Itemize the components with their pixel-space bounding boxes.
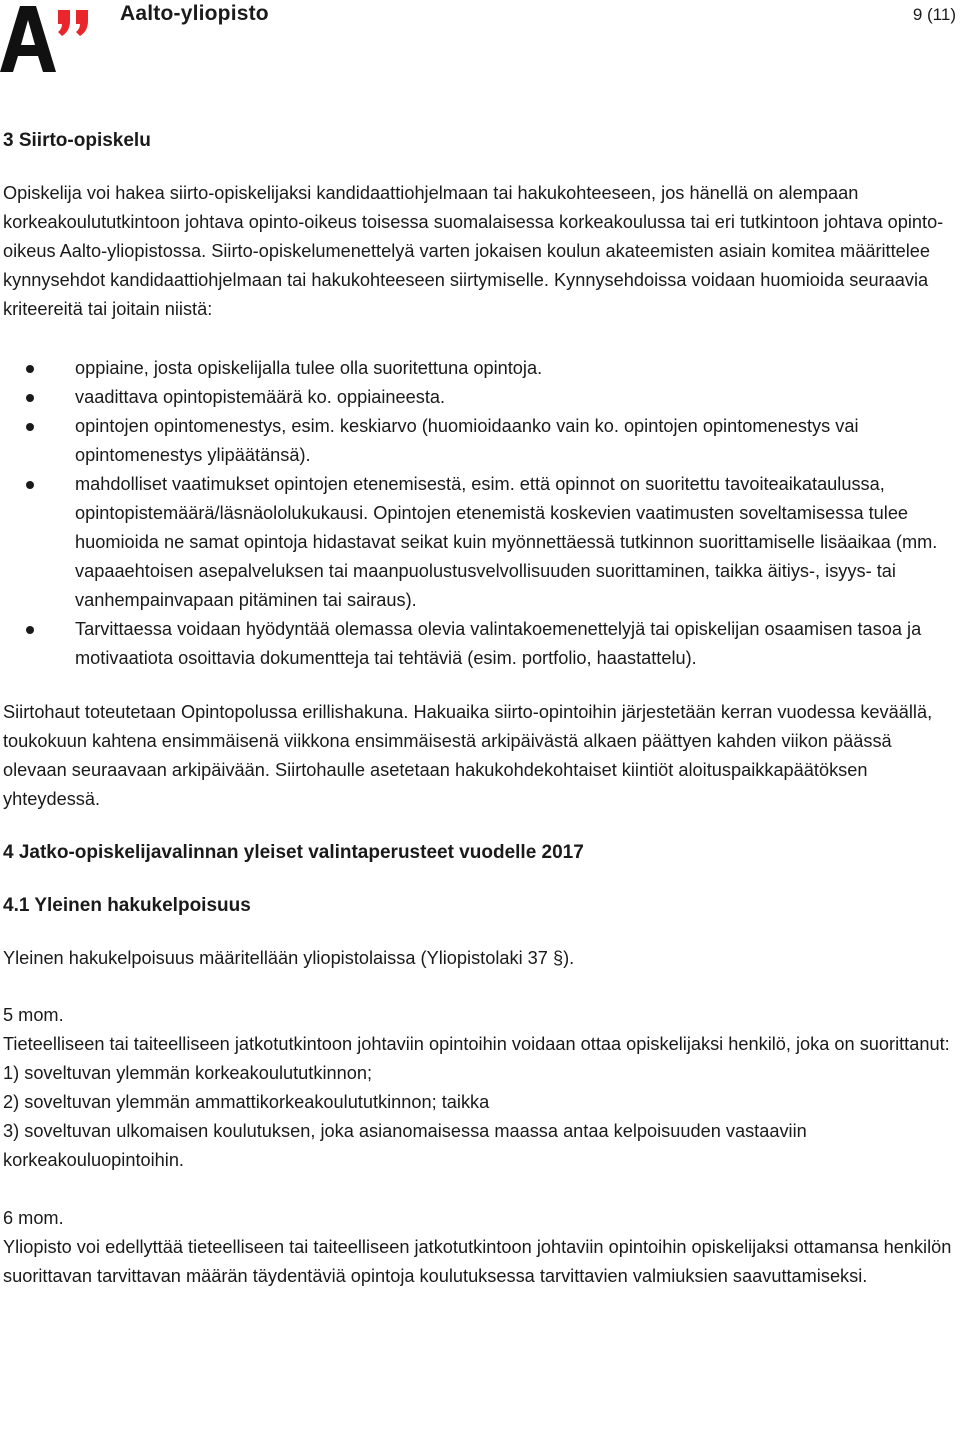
document-body — [3, 126, 955, 1291]
mom5-item-2: 2) soveltuvan ylemmän ammattikorkeakoulututkinnon; taikka — [3, 1092, 490, 1112]
mom5-label: 5 mom. — [3, 1005, 64, 1025]
section-3-intro: Opiskelija voi hakea siirto-opiskelijaksi kandidaattiohjelmaan tai hakukohteeseen, jos hänellä on alempaan korkeakoulututkintoon johtava opinto-oikeus toisessa suomalaisessa korkeakoulussa tai eri tutkintoon johtava opinto-oikeus Aalto-yliopistossa. Siirto-opiskelumenettelyä varten jokaisen koulun akateemisten asiain komitea määrittelee kynnysehdot kandidaattiohjelmaan tai hakukohteeseen siirtymiselle. Kynnysehdoissa voidaan huomioida seuraavia kriteereitä tai joitain niistä: — [3, 183, 944, 319]
page-header — [0, 0, 960, 75]
list-item-text: Tarvittaessa voidaan hyödyntää olemassa olevia valintakoemenettelyjä tai opiskelijan osaamisen tasoa ja motivaatiota osoittavia dokumentteja tai tehtäviä (esim. portfolio, haastattelu). — [75, 619, 922, 668]
list-item — [3, 354, 955, 383]
list-item-text: mahdolliset vaatimukset opintojen etenemisestä, esim. että opinnot on suoritettu tavoiteaikataulussa, opintopistemäärä/läsnäololukukausi. Opintojen etenemistä koskevien vaatimusten soveltamisessa tulee huomioida ne samat opintoja hidastavat seikat kuin myönnettäessä tutkinnon suorittamiselle lisäaikaa (mm. vapaaehtoisen asepalveluksen tai maanpuolustusvelvollisuuden suorittaminen, taikka äitiys-, isyys- tai vanhempainvapaan pitäminen tai sairaus). — [75, 474, 938, 610]
section-4-heading: 4 Jatko-opiskelijavalinnan yleiset valintaperusteet vuodelle 2017 — [3, 842, 584, 863]
bullet-icon — [26, 626, 34, 634]
list-item — [3, 615, 955, 673]
bullet-icon — [26, 394, 34, 402]
list-item — [3, 383, 955, 412]
criteria-list — [3, 354, 955, 673]
list-item-text: opintojen opintomenestys, esim. keskiarvo (huomioidaanko vain ko. opintojen opintomenestys vai opintomenestys ylipäätänsä). — [75, 416, 859, 465]
mom6-text: Yliopisto voi edellyttää tieteelliseen tai taiteelliseen jatkotutkintoon johtaviin opintoihin opiskelijaksi ottamansa henkilön suorittavan tarvittavan määrän täydentäviä opintoja koulutuksessa tarvittavien valmiuksien saavuttamiseksi. — [3, 1237, 952, 1286]
mom5-item-1: 1) soveltuvan ylemmän korkeakoulututkinnon; — [3, 1063, 372, 1083]
section-3-heading: 3 Siirto-opiskelu — [3, 130, 151, 151]
brand-name: Aalto-yliopisto — [120, 2, 269, 25]
list-item — [3, 412, 955, 470]
aalto-logo-icon — [0, 4, 100, 72]
siirtohaut-paragraph: Siirtohaut toteutetaan Opintopolussa erillishakuna. Hakuaika siirto-opintoihin järjestetään kerran vuodessa keväällä, toukokuun kahtena ensimmäisenä viikkona ensimmäisestä arkipäivästä alkaen päättyen kahden viikon päässä olevaan seuraavaan arkipäivään. Siirtohaulle asetetaan hakukohdekohtaiset kiintiöt aloituspaikkapäätöksen yhteydessä. — [3, 702, 933, 809]
page-number: 9 (11) — [912, 5, 956, 24]
list-item-text: vaadittava opintopistemäärä ko. oppiaineesta. — [75, 387, 446, 407]
list-item-text: oppiaine, josta opiskelijalla tulee olla suoritettuna opintoja. — [75, 358, 543, 378]
bullet-icon — [26, 365, 34, 373]
list-item — [3, 470, 955, 615]
bullet-icon — [26, 423, 34, 431]
mom5-item-3: 3) soveltuvan ulkomaisen koulutuksen, joka asianomaisessa maassa antaa kelpoisuuden vastaaviin korkeakouluopintoihin. — [3, 1121, 807, 1170]
section-4-1-heading: 4.1 Yleinen hakukelpoisuus — [3, 895, 251, 916]
hakukelpoisuus-paragraph: Yleinen hakukelpoisuus määritellään yliopistolaissa (Yliopistolaki 37 §). — [3, 948, 575, 968]
bullet-icon — [26, 481, 34, 489]
mom5-intro: Tieteelliseen tai taiteelliseen jatkotutkintoon johtaviin opintoihin voidaan ottaa opiskelijaksi henkilö, joka on suorittanut: — [3, 1034, 950, 1054]
mom6-label: 6 mom. — [3, 1208, 64, 1228]
